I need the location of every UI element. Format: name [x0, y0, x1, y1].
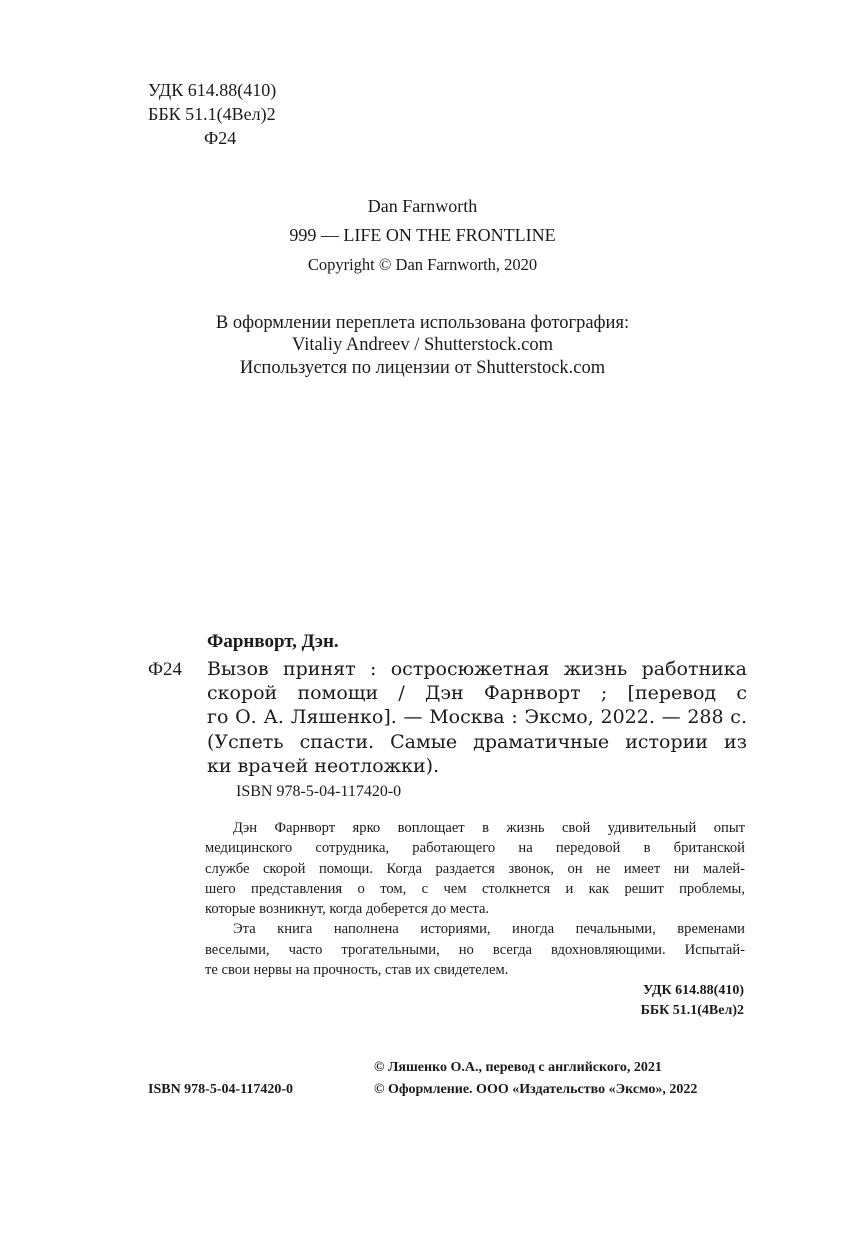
annotation-line: веселыми, часто трогательными, но всегда вдохновляющими. Испытай-: [205, 941, 745, 958]
original-copyright: Copyright © Dan Farnworth, 2020: [307, 255, 538, 274]
annotation: [205, 818, 745, 980]
annotation-line: которые возникнут, когда доберется до места.: [205, 901, 490, 918]
original-title: 999 — LIFE ON THE FRONTLINE: [289, 225, 556, 245]
copyright-translation: © Ляшенко О.А., перевод с английского, 2021: [374, 1060, 662, 1075]
bibliography-line: го О. А. Ляшенко]. — Москва : Эксмо, 2022. — 288 с.: [207, 706, 747, 729]
bbk-code: ББК 51.1(4Вел)2: [148, 104, 276, 124]
udk-code: УДК 614.88(410): [148, 80, 277, 100]
bibliography-line: Вызов принят : остросюжетная жизнь работника: [207, 658, 747, 680]
author-code: Ф24: [204, 128, 237, 148]
bibliography-line: ки врачей неотложки).: [207, 754, 440, 777]
annotation-line: Дэн Фарнворт ярко воплощает в жизнь свой удивительный опыт: [233, 820, 745, 836]
bibliography-description: [207, 657, 747, 778]
footer-isbn: ISBN 978-5-04-117420-0: [148, 1082, 294, 1097]
annotation-line: службе скорой помощи. Когда раздается звонок, он не имеет ни малей-: [205, 860, 745, 877]
photo-credit-line3: Используется по лицензии от Shutterstock.com: [239, 358, 606, 378]
footer-bbk: ББК 51.1(4Вел)2: [640, 1003, 744, 1018]
bibliography-line: скорой помощи / Дэн Фарнворт ; [перевод с: [207, 682, 747, 705]
photo-credit-line1: В оформлении переплета использована фотография:: [215, 313, 630, 333]
photo-credit-line2: Vitaliy Andreev / Shutterstock.com: [292, 335, 553, 355]
bibliography-line: (Успеть спасти. Самые драматичные истории из: [207, 730, 747, 753]
original-author: Dan Farnworth: [367, 196, 478, 216]
annotation-line: те свои нервы на прочность, став их свидетелем.: [205, 962, 509, 979]
annotation-line: медицинского сотрудника, работающего на передовой в британской: [205, 840, 745, 857]
annotation-line: шего представления о том, с чем столкнется и как решит проблемы,: [205, 880, 745, 897]
bibliography-isbn: ISBN 978-5-04-117420-0: [236, 783, 402, 800]
annotation-line: Эта книга наполнена историями, иногда печальными, временами: [233, 921, 745, 938]
copyright-design: © Оформление. ООО «Издательство «Эксмо», 2022: [374, 1082, 698, 1097]
bibliography-code: Ф24: [148, 659, 183, 680]
footer-udk: УДК 614.88(410): [643, 983, 744, 998]
bibliography-heading: Фарнворт, Дэн.: [207, 631, 339, 652]
